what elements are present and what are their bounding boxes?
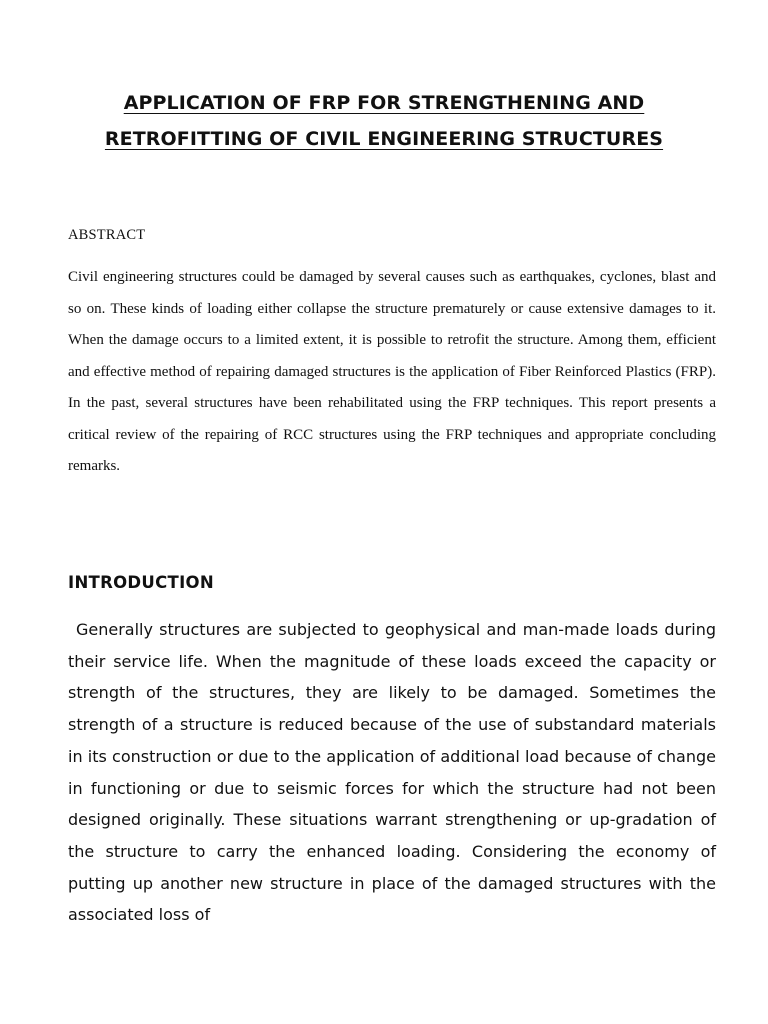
document-title-line-1: APPLICATION OF FRP FOR STRENGTHENING AND (123, 92, 645, 114)
introduction-heading: INTRODUCTION (68, 573, 214, 592)
introduction-paragraph (68, 614, 716, 931)
abstract-paragraph: Civil engineering structures could be damaged by several causes such as earthquakes, cyclones, blast and so on. These kinds of loading either collapse the structure prematurely or cause extensive damages to it. When the damage occurs to a limited extent, it is possible to retrofit the structure. Among them, efficient and effective method of repairing damaged structures is the application of Fiber Reinforced Plastics (FRP). In the past, several structures have been rehabilitated using the FRP techniques. This report presents a critical review of the repairing of RCC structures using the FRP techniques and appropriate concluding remarks. (68, 269, 716, 474)
abstract-heading: ABSTRACT (68, 227, 146, 243)
introduction-paragraph-text: Generally structures are subjected to geophysical and man-made loads during their service life. When the magnitude of these loads exceed the capacity or strength of the structures, they are likely to be damaged. Sometimes the strength of a structure is reduced because of the use of substandard materials in its construction or due to the application of additional load because of change in functioning or due to seismic forces for which the structure had not been designed originally. These situations warrant strengthening or up-gradation of the structure to carry the enhanced loading. Considering the economy of putting up another new structure in place of the damaged structures with the associated loss of (68, 620, 716, 925)
document-title-line-2: RETROFITTING OF CIVIL ENGINEERING STRUCTURES (104, 128, 664, 150)
